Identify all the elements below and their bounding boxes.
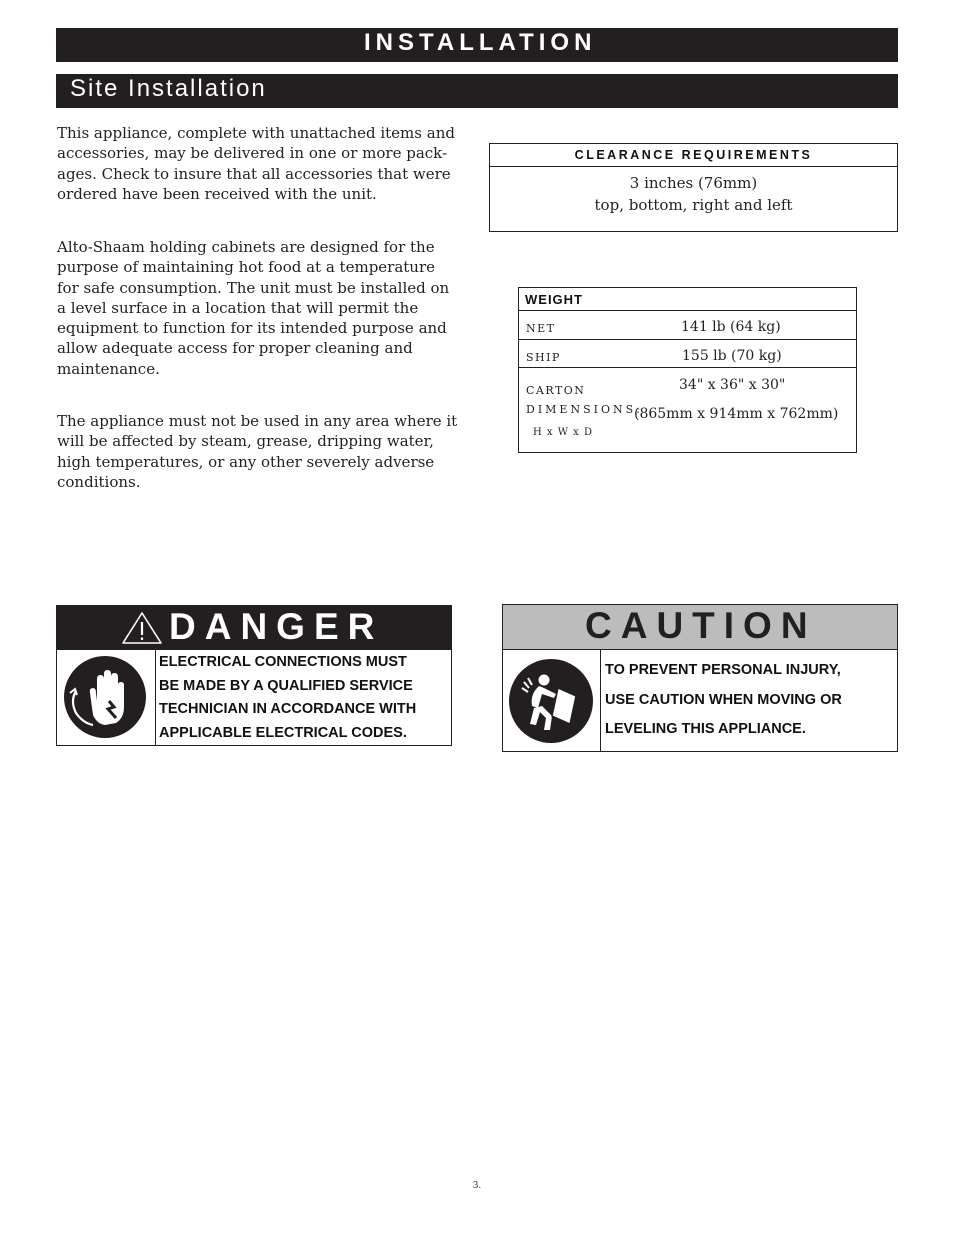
caution-warning-box [502, 604, 898, 752]
caution-line: TO PREVENT PERSONAL INJURY, [605, 662, 841, 678]
danger-header [57, 606, 451, 650]
clearance-table [489, 143, 898, 232]
net-value: 141 lb (64 kg) [681, 319, 781, 335]
danger-line: ELECTRICAL CONNECTIONS MUST [159, 654, 407, 670]
caution-line: USE CAUTION WHEN MOVING OR [605, 691, 842, 708]
dimensions-label: DIMENSIONS: [526, 403, 643, 416]
section-header-bar [56, 28, 898, 62]
ship-value: 155 lb (70 kg) [682, 348, 782, 364]
clearance-line-1: 3 inches (76mm) [629, 174, 758, 192]
carton-value-mm: (865mm x 914mm x 762mm) [634, 406, 839, 422]
danger-line: BE MADE BY A QUALIFIED SERVICE [159, 677, 413, 694]
carton-label: CARTON [526, 384, 586, 397]
clearance-body [490, 167, 897, 216]
weight-row-carton [519, 368, 856, 452]
caution-title: CAUTION [585, 605, 817, 646]
weight-title: WEIGHT [525, 292, 583, 307]
section-title: INSTALLATION [364, 29, 597, 56]
subsection-title: Site Installation [70, 75, 267, 102]
danger-title: DANGER [169, 606, 384, 647]
weight-header [519, 288, 856, 311]
net-label: NET [526, 322, 556, 335]
person-lifting-box-icon [508, 658, 594, 744]
hand-electric-shock-icon [63, 655, 147, 739]
subsection-header-bar [56, 74, 898, 108]
paragraph-purpose: Alto-Shaam holding cabinets are designed for the purpose of maintaining hot food at a temperature for safe consumption. The unit must be installed on a level surface in a location that will permit the equipment to function for its intended purpose and allow adequate access for proper cleaning and maintenance. [57, 238, 450, 378]
paragraph-environment: The appliance must not be used in any area where it will be affected by steam, grease, dripping water, high temperatures, or any other severely adverse conditions. [57, 412, 458, 491]
danger-line: TECHNICIAN IN ACCORDANCE WITH [159, 701, 417, 717]
clearance-title: CLEARANCE REQUIREMENTS [490, 144, 897, 167]
danger-warning-box [56, 605, 452, 746]
clearance-line-2: top, bottom, right and left [594, 196, 793, 214]
caution-header [503, 605, 897, 650]
caution-message [605, 656, 895, 745]
carton-value-inches: 34" x 36" x 30" [679, 377, 786, 393]
weight-table [518, 287, 857, 453]
warning-triangle-icon [121, 611, 163, 645]
ship-label: SHIP [526, 351, 561, 364]
paragraph-delivery: This appliance, complete with unattached items and accessories, may be delivered in one or more pack-ages. Check to insure that all accessories that were ordered have been received with the unit. [57, 124, 455, 203]
danger-message [159, 651, 449, 745]
danger-icon-cell [57, 649, 156, 745]
caution-line: LEVELING THIS APPLIANCE. [605, 721, 806, 737]
weight-row-ship [519, 340, 856, 368]
carton-hwd-label: H x W x D [533, 427, 594, 438]
caution-icon-cell [503, 649, 601, 751]
danger-line: APPLICABLE ELECTRICAL CODES. [159, 724, 407, 741]
weight-row-net [519, 311, 856, 340]
page-number: 3. [472, 1181, 482, 1191]
